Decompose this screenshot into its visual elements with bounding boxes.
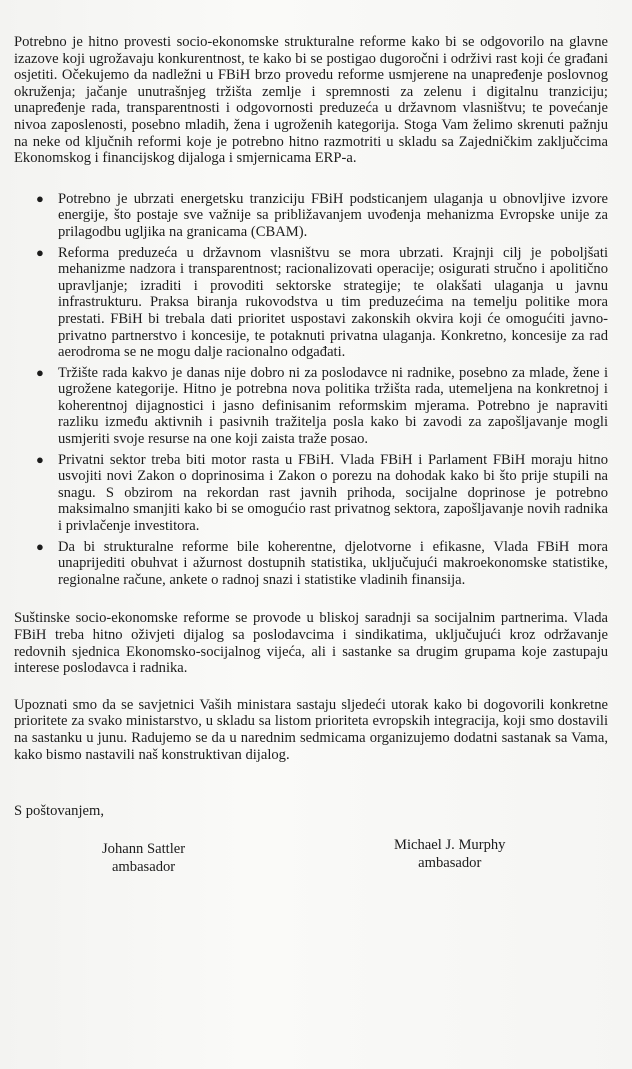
- list-item: ● Tržište rada kakvo je danas nije dobro ni za poslodavce ni radnike, posebno za mlade, žene i ugrožene kategorije. Hitno je potrebna nova politika tržišta rada, utemeljena na konkretnoj i koherentnoj dijagnostici i jasno definisanim reformskim mjerama. Potrebno je napraviti razliku između aktivnih i pasivnih tražitelja posla kako bi zavodi za zapošljavanje mogli usmjeriti svoje resurse na one koji zaista traže posao.: [36, 364, 608, 448]
- signature-sattler: [102, 840, 185, 876]
- bullet-icon: ●: [36, 364, 44, 380]
- reform-list: [14, 191, 608, 589]
- signatory-title: ambasador: [111, 858, 176, 875]
- signatory-title: ambasador: [418, 854, 482, 871]
- closing-salutation: S poštovanjem,: [14, 803, 104, 820]
- signature-murphy: [394, 836, 505, 872]
- bullet-icon: ●: [36, 244, 44, 260]
- list-item: ● Potrebno je ubrzati energetsku tranziciju FBiH podsticanjem ulaganja u obnovljive izvore energije, što postaje sve važnije sa približavanjem uvođenja mehanizma Evropske unije za prilagodbu ugljika na granicama (CBAM).: [36, 190, 608, 240]
- bullet-icon: ●: [36, 451, 44, 467]
- signatory-name: Johann Sattler: [102, 840, 186, 857]
- bullet-icon: ●: [36, 538, 44, 554]
- intro-paragraph: Potrebno je hitno provesti socio-ekonomske strukturalne reforme kako bi se odgovorilo na glavne izazove koji ugrožavaju konkurentnost, te kako bi se postigao dugoročni i održivi rast koji će građani osjetiti. Očekujemo da nadležni u FBiH brzo provedu reforme usmjerene na unapređenje poslovnog okruženja; jačanje unutrašnjeg tržišta zemlje i spremnosti za zelenu i digitalnu tranziciju; unapređenje rada, transparentnosti i odgovornosti preduzeća u državnom vlasništvu; te povećanje nivoa zaposlenosti, posebno mladih, žena i ugroženih kategorija. Stoga Vam želimo skrenuti pažnju na neke od ključnih reformi koje je potrebno hitno razmotriti u skladu sa Zajedničkim zaključcima Ekonomskog i financijskog dijaloga i smjernicama ERP-a.: [14, 34, 608, 167]
- signature-block: [14, 836, 608, 900]
- list-item: ● Da bi strukturalne reforme bile koherentne, djelotvorne i efikasne, Vlada FBiH mora unaprijediti obuhvat i ažurnost dostupnih statistika, uključujući makroekonomske statistike, regionalne račune, ankete o radnoj snazi i statistike vladinih finansija.: [36, 538, 608, 588]
- signatory-name: Michael J. Murphy: [394, 836, 506, 853]
- bullet-icon: ●: [36, 190, 44, 206]
- list-item: ● Privatni sektor treba biti motor rasta u FBiH. Vlada FBiH i Parlament FBiH moraju hitno usvojiti novi Zakon o doprinosima i Zakon o porezu na dohodak kako bi što prije stupili na snagu. S obzirom na rekordan rast javnih prihoda, socijalne doprinose je potrebno maksimalno smanjiti kako bi se omogućio rast privatnog sektora, zapošljavanje novih radnika i privlačenje investitora.: [36, 451, 608, 535]
- meeting-paragraph: Upoznati smo da se savjetnici Vaših ministara sastaju sljedeći utorak kako bi dogovorili konkretne prioritete za svako ministarstvo, u skladu sa listom prioriteta evropskih integracija, koji smo dostavili na sastanku u junu. Radujemo se da u narednim sedmicama organizujemo dodatni sastanak sa Vama, kako bismo nastavili naš konstruktivan dijalog.: [14, 696, 608, 763]
- list-item: ● Reforma preduzeća u državnom vlasništvu se mora ubrzati. Krajnji cilj je poboljšati mehanizme nadzora i transparentnost; racionalizovati operacije; osigurati stručno i apolitično upravljanje; izraditi i provoditi sektorske strategije; te olakšati ulaganja u javnu infrastrukturu. Praksa biranja rukovodstva u tim preduzećima na temelju politike mora prestati. FBiH bi trebala dati prioritet uspostavi zakonskih okvira koji će omogućiti javno-privatno partnerstvo i koncesije, te potaknuti privatna ulaganja. Konkretno, koncesije za rad aerodroma se ne mogu dalje racionalno odgađati.: [36, 244, 608, 361]
- social-dialogue-paragraph: Suštinske socio-ekonomske reforme se provode u bliskoj saradnji sa socijalnim partnerima. Vlada FBiH treba hitno oživjeti dijalog sa poslodavcima i sindikatima, uključujući kroz održavanje redovnih sjednica Ekonomsko-socijalnog vijeća, ali i sastanke sa drugim grupama koje zastupaju interese poslodavca i radnika.: [14, 610, 608, 677]
